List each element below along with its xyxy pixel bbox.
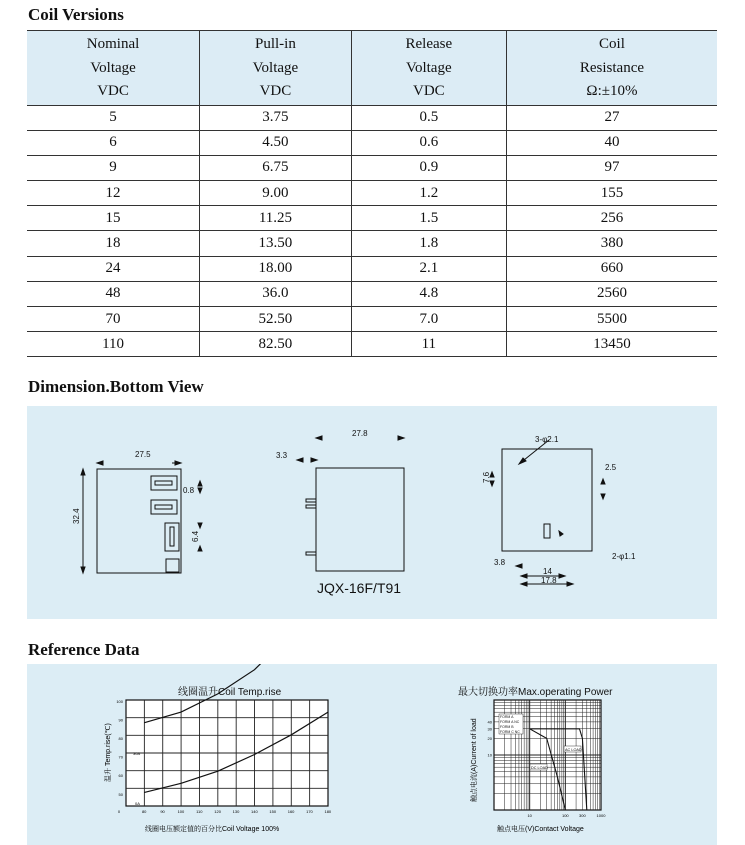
dim-14-label: 14 (543, 567, 552, 576)
table-row (27, 332, 717, 357)
pull-in-voltage-cell: 13.50 (200, 231, 352, 256)
ac-load-tag: AC LOAD (565, 748, 582, 752)
header-line: VDC (97, 83, 129, 99)
coil-versions-table (27, 30, 717, 357)
dc-load-tag: DC LOAD (531, 766, 548, 770)
dim-pin-label: 6.4 (191, 530, 200, 542)
release-voltage-cell: 0.6 (351, 130, 506, 155)
temp-xtick-label: 130 (232, 809, 240, 814)
temp-curve-label-0a: 0A (135, 801, 140, 806)
header-line: Ω:±10% (586, 83, 638, 99)
reference-charts (27, 664, 717, 845)
arrow-icon (81, 567, 85, 573)
power-xtick-label: 100 (561, 813, 569, 818)
header-line: VDC (259, 83, 292, 99)
temp-ytick-label: 90 (118, 717, 123, 723)
temp-curve-label-30a: 30A (133, 751, 141, 756)
arrow-icon (198, 488, 202, 493)
header-line: Voltage (252, 59, 299, 76)
table-row (27, 281, 717, 306)
table-row (27, 206, 717, 231)
mid-view-pin (306, 499, 316, 502)
coil-versions-title: Coil Versions (28, 5, 124, 24)
power-xtick-label: 300 (579, 813, 586, 818)
power-xtick-label: 1000 (596, 813, 606, 818)
temp-ytick-label: 70 (118, 754, 123, 760)
left-view-slot-inner (155, 505, 172, 509)
dim-width-label: 27.5 (135, 450, 151, 459)
arrow-icon (81, 469, 85, 475)
coil-resistance-cell: 13450 (506, 332, 717, 357)
dim-holes3-label: 3-φ2.1 (535, 435, 559, 444)
pull-in-voltage-cell: 18.00 (200, 256, 352, 281)
dim-178-label: 17.8 (541, 576, 557, 585)
power-chart-title: 最大切换功率Max.operating Power (458, 687, 613, 698)
reference-panel (27, 664, 717, 845)
arrow-icon (398, 436, 404, 440)
table-header-row (27, 31, 717, 106)
release-voltage-cell: 0.9 (351, 155, 506, 180)
arrow-icon (97, 461, 103, 465)
pull-in-voltage-cell: 3.75 (200, 105, 352, 130)
release-voltage-cell: 4.8 (351, 281, 506, 306)
power-ytick-label: 40 (487, 719, 492, 725)
model-number: JQX-16F/T91 (317, 580, 402, 596)
header-line: Nominal (86, 36, 140, 52)
arrow-icon (567, 582, 573, 586)
release-voltage-cell: 1.5 (351, 206, 506, 231)
pull-in-voltage-cell: 36.0 (200, 281, 352, 306)
release-voltage-cell: 11 (351, 332, 506, 357)
table-row (27, 307, 717, 332)
header-pull-in-voltage (200, 31, 352, 106)
table-row (27, 231, 717, 256)
reference-title: Reference Data (28, 640, 140, 659)
temp-xtick-label: 120 (214, 809, 221, 814)
temp-xtick-label: 180 (324, 809, 332, 814)
coil-resistance-cell: 256 (506, 206, 717, 231)
power-chart-ylabel: 触点电流(A)Current of load (471, 718, 478, 802)
nominal-voltage-cell: 70 (27, 307, 200, 332)
header-coil-resistance (506, 31, 717, 106)
nominal-voltage-cell: 110 (27, 332, 200, 357)
power-legend-item: FORM C NC (500, 730, 520, 734)
header-line: Pull-in (255, 36, 296, 52)
arrow-icon (559, 574, 565, 578)
temp-xtick-label: 160 (287, 809, 295, 814)
header-release-voltage (351, 31, 506, 106)
arrow-icon (297, 458, 303, 462)
mid-view-pin (306, 552, 316, 555)
arrow-icon (601, 479, 605, 484)
right-view-hole (544, 524, 550, 538)
arrow-icon (601, 494, 605, 499)
temp-xtick-label: 110 (196, 809, 203, 814)
coil-resistance-cell: 40 (506, 130, 717, 155)
temp-ytick-label: 100 (116, 699, 123, 704)
nominal-voltage-cell: 48 (27, 281, 200, 306)
dim-holes2-label: 2-φ1.1 (612, 552, 636, 561)
nominal-voltage-cell: 5 (27, 105, 200, 130)
coil-resistance-cell: 380 (506, 231, 717, 256)
dim-offset-label: 3.3 (276, 451, 288, 460)
left-view-pin-inner (170, 527, 174, 546)
dim-width-label: 27.8 (352, 429, 368, 438)
table-row (27, 155, 717, 180)
temp-chart-title: 线圈温升Coil Temp.rise (178, 687, 282, 698)
dimension-panel (27, 406, 717, 619)
header-line: Resistance (579, 59, 645, 76)
coil-resistance-cell: 2560 (506, 281, 717, 306)
arrow-icon (316, 436, 322, 440)
table-row (27, 105, 717, 130)
nominal-voltage-cell: 6 (27, 130, 200, 155)
temp-xtick-label: 90 (160, 809, 165, 814)
pull-in-voltage-cell: 6.75 (200, 155, 352, 180)
power-ytick-label: 10 (487, 752, 492, 758)
temp-ytick-label: 60 (118, 773, 123, 779)
mid-view-outline (316, 468, 404, 571)
coil-resistance-cell: 660 (506, 256, 717, 281)
dim-gap-label: 0.8 (183, 486, 195, 495)
coil-resistance-cell: 155 (506, 181, 717, 206)
temp-chart-xlabel: 线圈电压额定值的百分比Coil Voltage 100% (145, 826, 280, 833)
power-legend-item: FORM B (500, 725, 514, 729)
dim-76-label: 7.6 (482, 471, 491, 483)
table-row (27, 181, 717, 206)
left-view-slot-inner (155, 481, 172, 485)
power-ytick-label: 20 (487, 735, 492, 741)
nominal-voltage-cell: 18 (27, 231, 200, 256)
release-voltage-cell: 1.2 (351, 181, 506, 206)
dim-height-label: 32.4 (72, 508, 81, 524)
header-line: Voltage (406, 59, 452, 76)
nominal-voltage-cell: 24 (27, 256, 200, 281)
header-nominal-voltage (27, 31, 200, 106)
dimension-title: Dimension.Bottom View (28, 377, 204, 396)
power-chart (469, 700, 606, 833)
right-view-outline (502, 449, 592, 551)
pull-in-voltage-cell: 82.50 (200, 332, 352, 357)
arrow-icon (198, 481, 202, 486)
temp-xtick-label: 170 (306, 809, 313, 814)
release-voltage-cell: 1.8 (351, 231, 506, 256)
temp-xtick-label: 100 (177, 809, 185, 814)
power-chart-xlabel: 触点电压(V)Contact Voltage (497, 826, 584, 833)
header-line: Voltage (90, 59, 136, 76)
nominal-voltage-cell: 15 (27, 206, 200, 231)
power-legend (499, 714, 523, 734)
temp-ytick-label: 50 (118, 791, 123, 797)
table-row (27, 130, 717, 155)
table-row (27, 256, 717, 281)
release-voltage-cell: 2.1 (351, 256, 506, 281)
arrow-icon (198, 546, 202, 551)
arrow-icon (175, 461, 181, 465)
nominal-voltage-cell: 12 (27, 181, 200, 206)
temp-xtick-label: 0 (117, 809, 121, 814)
arrow-icon (198, 523, 202, 528)
arrow-icon (559, 531, 563, 536)
pull-in-voltage-cell: 4.50 (200, 130, 352, 155)
header-line: VDC (412, 83, 445, 99)
coil-resistance-cell: 27 (506, 105, 717, 130)
coil-resistance-cell: 97 (506, 155, 717, 180)
temp-xtick-label: 140 (251, 809, 258, 814)
mid-view-pin (306, 505, 316, 508)
release-voltage-cell: 0.5 (351, 105, 506, 130)
left-view-corner-pin (166, 559, 179, 572)
temp-ytick-label: 80 (118, 736, 123, 742)
release-voltage-cell: 7.0 (351, 307, 506, 332)
nominal-voltage-cell: 9 (27, 155, 200, 180)
dim-25-label: 2.5 (605, 463, 617, 472)
pull-in-voltage-cell: 9.00 (200, 181, 352, 206)
header-line: Coil (599, 36, 625, 52)
power-ytick-label: 30 (487, 726, 492, 732)
temp-xtick-label: 150 (269, 809, 277, 814)
header-line: Release (405, 36, 453, 52)
arrow-icon (311, 458, 317, 462)
pull-in-voltage-cell: 52.50 (200, 307, 352, 332)
coil-resistance-cell: 5500 (506, 307, 717, 332)
arrow-icon (521, 574, 527, 578)
power-legend-item: FORM A NC (500, 720, 520, 724)
power-legend-item: FORM A (500, 715, 514, 719)
power-xtick-label: 10 (527, 813, 532, 818)
arrow-icon (521, 582, 527, 586)
temp-xtick-label: 80 (141, 809, 147, 814)
arrow-icon (516, 564, 522, 568)
temp-chart-ylabel: 温升 Temp.rise(℃) (105, 723, 112, 782)
dim-38-label: 3.8 (494, 558, 506, 567)
pull-in-voltage-cell: 11.25 (200, 206, 352, 231)
